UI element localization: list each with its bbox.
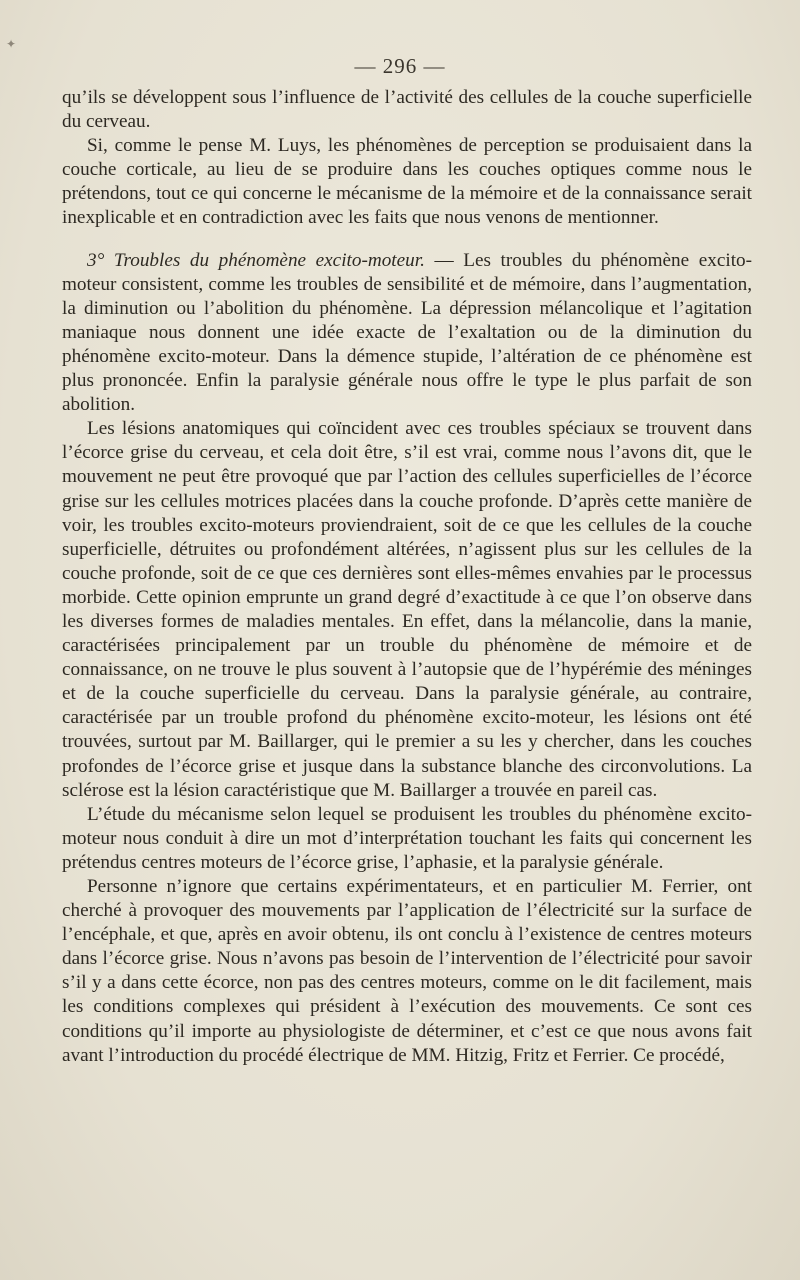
margin-mark: ✦	[6, 37, 17, 51]
paragraph: Si, comme le pense M. Luys, les phénomènes de perception se produisaient dans la couche corticale, au lieu de se produire dans les couches optiques comme nous le prétendons, tout ce qui concerne le mécanisme de la mémoire et de la connaissance serait inexplicable et en contradiction avec les faits que nous venons de mentionner.	[62, 135, 752, 229]
section-text: — Les troubles du phénomène excito-moteur consistent, comme les troubles de sensibilité et de mémoire, dans l’augmentation, la diminution ou l’abolition du phénomène. La dépression mélancolique et l’agitation maniaque nous donnent une idée exacte de l’exaltation ou de la diminution du phénomène excito-moteur. Dans la démence stupide, l’altération de ce phénomène est plus prononcée. Enfin la paralysie générale nous offre le type le plus parfait de son abolition.	[62, 249, 753, 416]
paragraph: qu’ils se développent sous l’influence de l’activité des cellules de la couche superficielle du cerveau.	[62, 87, 752, 133]
paragraph: Les lésions anatomiques qui coïncident avec ces troubles spéciaux se trouvent dans l’écorce grise du cerveau, et cela doit être, s’il est vrai, comme nous l’avons dit, que le mouvement ne peut être provoqué que par l’action des cellules superficielles de l’écorce grise sur les cellules motrices placées dans la couche profonde. D’après cette manière de voir, les troubles excito-moteurs proviendraient, soit de ce que les cellules de la couche superficielle, détruites ou profondément altérées, n’agissent plus sur les cellules de la couche profonde, soit de ce que ces dernières sont elles-mêmes envahies par le processus morbide. Cette opinion emprunte un grand degré d’exactitude à ce que l’on observe dans les diverses formes de maladies mentales. En effet, dans la mélancolie, dans la manie, caractérisées principalement par un trouble du phénomène de mémoire et de connaissance, on ne trouve le plus souvent à l’autopsie que de l’hypérémie des méninges et de la couche superficielle du cerveau. Dans la paralysie générale, au contraire, caractérisée par un trouble profond du phénomène excito-moteur, les lésions ont été trouvées, surtout par M. Baillarger, qui le premier a su les y chercher, dans les couches profondes de l’écorce grise et jusque dans la substance blanche des circonvolutions. La sclérose est la lésion caractéristique que M. Baillarger a trouvée en pareil cas.	[62, 418, 752, 801]
body-text	[62, 86, 752, 1068]
section-heading: 3° Troubles du phénomène excito-moteur.	[87, 249, 425, 271]
paragraph: L’étude du mécanisme selon lequel se produisent les troubles du phénomène excito-moteur nous conduit à dire un mot d’interprétation touchant les faits qui concernent les prétendus centres moteurs de l’écorce grise, l’aphasie, et la paralysie générale.	[62, 803, 752, 873]
paragraph: Personne n’ignore que certains expérimentateurs, et en particulier M. Ferrier, ont cherché à provoquer des mouvements par l’application de l’électricité sur la surface de l’encéphale, et que, après en avoir obtenu, ils ont conclu à l’existence de centres moteurs dans l’écorce grise. Nous n’avons pas besoin de l’intervention de l’électricité pour savoir s’il y a dans cette écorce, non pas des centres moteurs, comme on le dit facilement, mais les conditions complexes qui président à l’exécution des mouvements. Ce sont ces conditions qu’il importe au physiologiste de déterminer, et c’est ce que nous avons fait avant l’introduction du procédé électrique de MM. Hitzig, Fritz et Ferrier. Ce procédé,	[62, 876, 752, 1066]
page-number: — 296 —	[354, 54, 446, 78]
section-paragraph	[62, 249, 752, 418]
